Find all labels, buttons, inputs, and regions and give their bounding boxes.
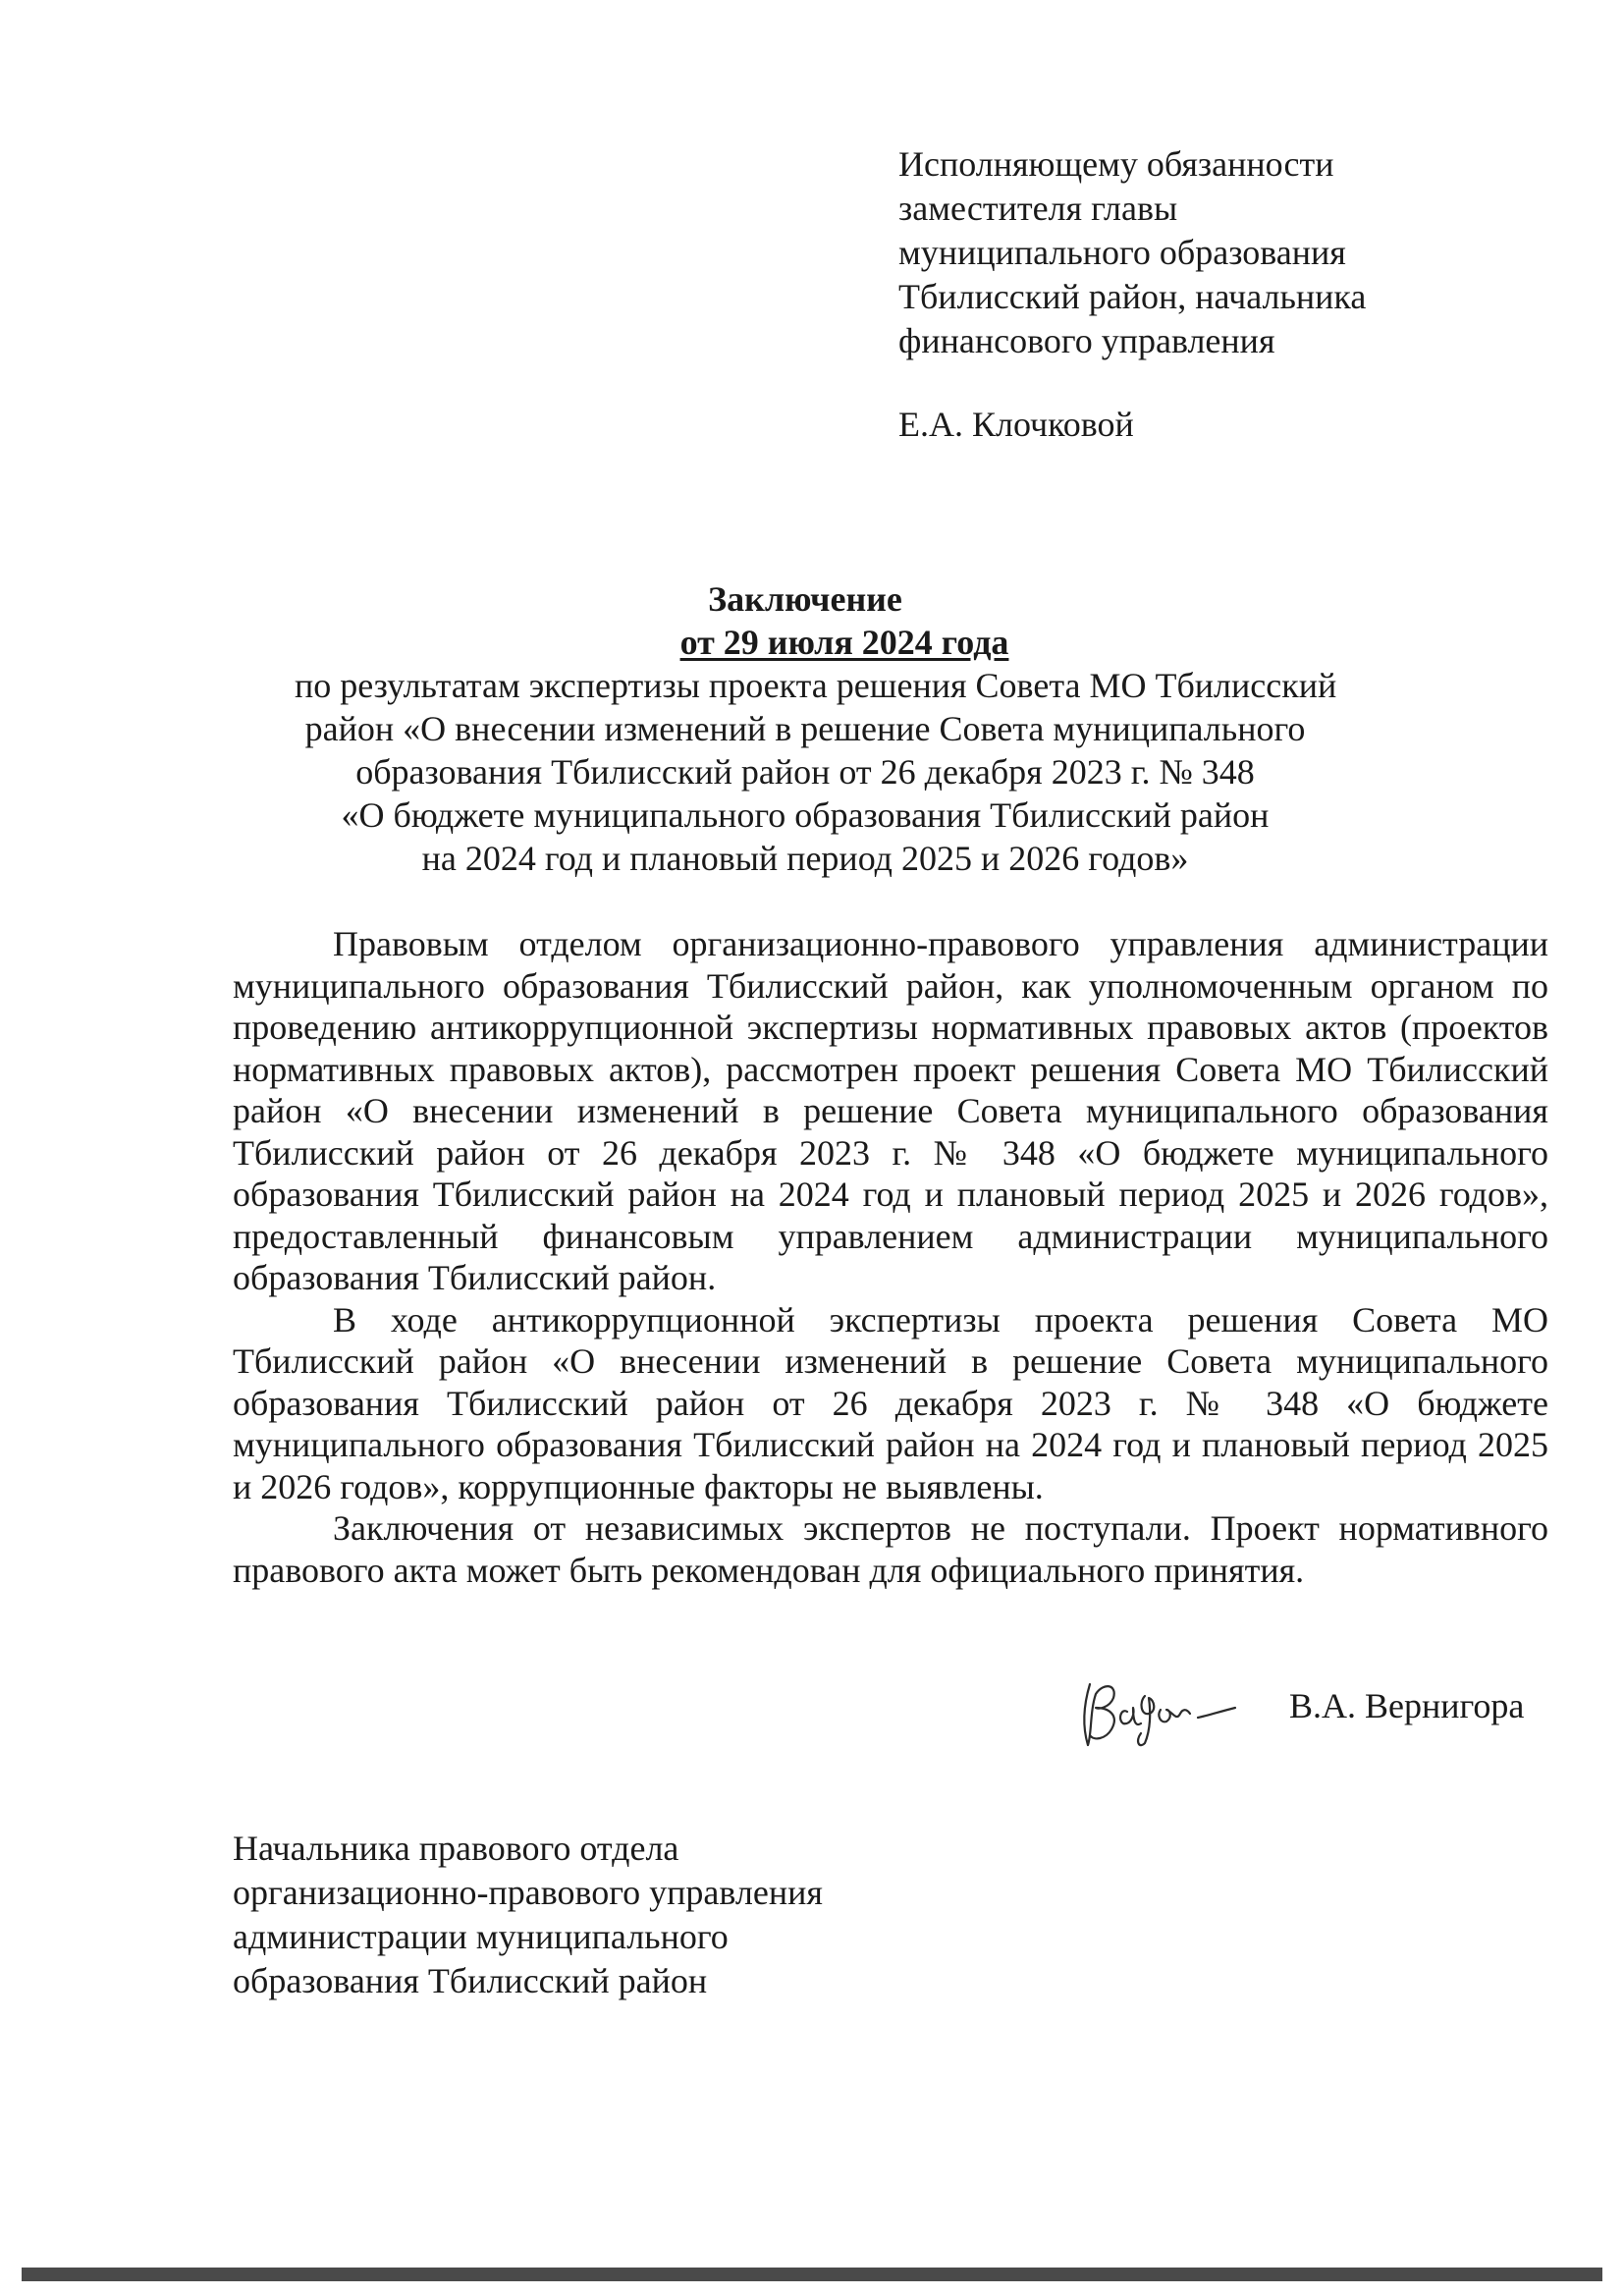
position-line: Начальника правового отдела (233, 1829, 679, 1868)
handwritten-signature (1078, 1665, 1240, 1753)
signer-name: В.А. Вернигора (1289, 1686, 1525, 1725)
addressee-block (898, 142, 1448, 447)
position-line: образования Тбилисский район (233, 1961, 708, 2000)
scan-edge-bar (22, 2268, 1602, 2281)
signatory-position (233, 1827, 920, 2003)
subtitle-line: по результатам экспертизы проекта решения Совета МО Тбилисский (295, 666, 1337, 705)
addressee-line: финансового управления (898, 321, 1275, 360)
addressee-line: Тбилисский район, начальника (898, 277, 1367, 316)
body-paragraph: Заключения от независимых экспертов не поступали. Проект нормативного правового акта может быть рекомендован для официального принятия. (233, 1508, 1548, 1590)
document-title: Заключение (708, 579, 902, 619)
position-line: организационно-правового управления (233, 1873, 823, 1912)
addressee-name: Е.А. Клочковой (898, 405, 1134, 444)
subtitle-line: район «О внесении изменений в решение Совета муниципального (304, 709, 1306, 748)
body-paragraph: Правовым отделом организационно-правового управления администрации муниципального образования Тбилисский район, как уполномоченным органом по проведению антикоррупционной экспертизы нормативных правовых актов (проектов нормативных правовых актов), рассмотрен проект решения Совета МО Тбилисский район «О внесении изменений в решение Совета муниципального образования Тбилисский район от 26 декабря 2023 г. № 348 «О бюджете муниципального образования Тбилисский район на 2024 год и плановый период 2025 и 2026 годов», предоставленный финансовым управлением администрации муниципального образования Тбилисский район. (233, 924, 1548, 1297)
subtitle-line: на 2024 год и плановый период 2025 и 2026 годов» (421, 839, 1189, 878)
document-date: от 29 июля 2024 года (679, 623, 1009, 662)
subtitle-line: образования Тбилисский район от 26 декабря 2023 г. № 348 (355, 752, 1255, 792)
document-heading (295, 577, 1337, 880)
addressee-line: муниципального образования (898, 233, 1346, 272)
subtitle-line: «О бюджете муниципального образования Тбилисский район (341, 795, 1270, 835)
document-body (233, 923, 1548, 1591)
addressee-line: Исполняющему обязанности (898, 144, 1334, 184)
addressee-line: заместителя главы (898, 189, 1178, 228)
position-line: администрации муниципального (233, 1917, 729, 1956)
body-paragraph: В ходе антикоррупционной экспертизы проекта решения Совета МО Тбилисский район «О внесении изменений в решение Совета муниципального образования Тбилисский район от 26 декабря 2023 г. № 348 «О бюджете муниципального образования Тбилисский район на 2024 год и плановый период 2025 и 2026 годов», коррупционные факторы не выявлены. (233, 1299, 1548, 1506)
